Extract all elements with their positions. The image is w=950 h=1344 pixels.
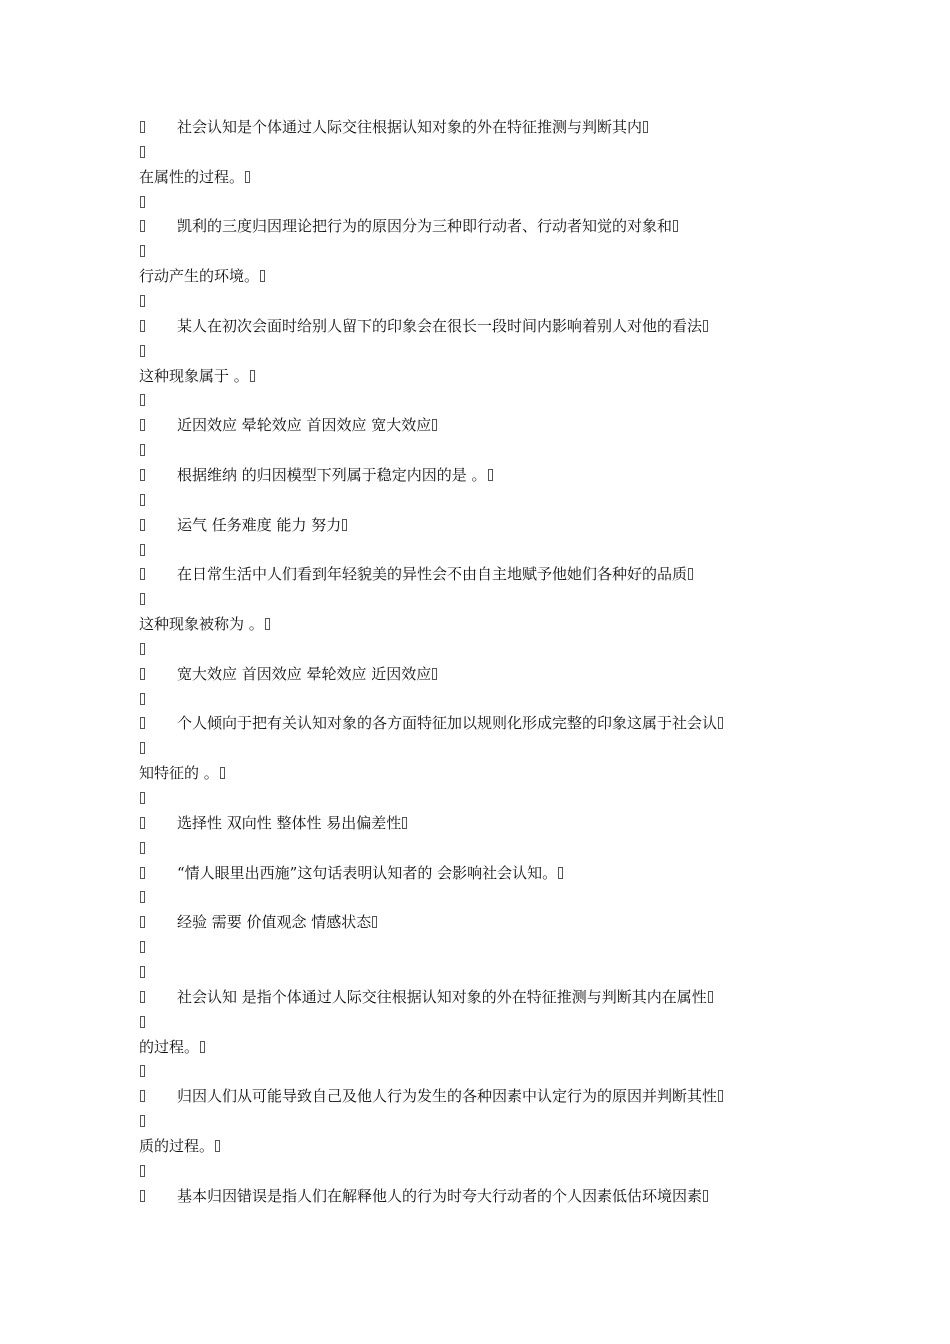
text-line	[139, 167, 859, 187]
missing-glyph-box	[140, 345, 145, 357]
text-line	[139, 713, 859, 733]
missing-glyph-box	[140, 668, 145, 680]
missing-glyph-box	[220, 767, 225, 779]
text-line	[139, 390, 859, 410]
missing-glyph-box	[140, 742, 145, 754]
text-line	[139, 515, 859, 535]
missing-glyph-box	[140, 842, 145, 854]
missing-glyph-box	[140, 1065, 145, 1077]
missing-glyph-box	[245, 171, 250, 183]
line-text: 社会认知是个体通过人际交往根据认知对象的外在特征推测与判断其内	[177, 118, 643, 136]
missing-glyph-box	[140, 1016, 145, 1028]
missing-glyph-box	[432, 668, 437, 680]
text-line	[139, 1136, 859, 1156]
line-text: 归因人们从可能导致自己及他人行为发生的各种因素中认定行为的原因并判断其性	[177, 1087, 718, 1106]
missing-glyph-box	[643, 121, 648, 133]
line-text: 基本归因错误是指人们在解释他人的行为时夸大行动者的个人因素低估环境因素	[177, 1186, 703, 1205]
missing-glyph-box	[140, 693, 145, 705]
line-text: 运气 任务难度 能力 努力	[177, 515, 342, 534]
missing-glyph-box	[708, 991, 713, 1003]
missing-glyph-box	[140, 320, 145, 332]
text-line	[139, 291, 859, 311]
line-text: 近因效应 晕轮效应 首因效应 宽大效应	[177, 416, 432, 435]
missing-glyph-box	[688, 568, 693, 580]
text-line	[139, 216, 859, 236]
missing-glyph-box	[140, 817, 145, 829]
line-text: 凯利的三度归因理论把行为的原因分为三种即行动者、行动者知觉的对象和	[177, 217, 673, 236]
text-line	[139, 788, 859, 808]
line-text: 选择性 双向性 整体性 易出偏差性	[177, 813, 402, 832]
missing-glyph-box	[140, 1190, 145, 1202]
missing-glyph-box	[250, 370, 255, 382]
missing-glyph-box	[140, 593, 145, 605]
text-line	[139, 589, 859, 609]
text-line	[139, 912, 859, 932]
line-text: 根据维纳 的归因模型下列属于稳定内因的是 。	[177, 465, 487, 484]
text-line	[139, 117, 859, 137]
missing-glyph-box	[140, 245, 145, 257]
text-line	[139, 937, 859, 957]
missing-glyph-box	[140, 196, 145, 208]
text-line	[139, 192, 859, 212]
line-text: 宽大效应 首因效应 晕轮效应 近因效应	[177, 664, 432, 683]
missing-glyph-box	[673, 220, 678, 232]
missing-glyph-box	[140, 544, 145, 556]
text-line	[139, 962, 859, 982]
text-line	[139, 1111, 859, 1131]
missing-glyph-box	[260, 270, 265, 282]
missing-glyph-box	[432, 419, 437, 431]
text-line	[139, 465, 859, 485]
text-line	[139, 614, 859, 634]
missing-glyph-box	[140, 916, 145, 928]
text-line	[139, 664, 859, 684]
missing-glyph-box	[140, 643, 145, 655]
missing-glyph-box	[372, 916, 377, 928]
missing-glyph-box	[140, 717, 145, 729]
text-line	[139, 366, 859, 386]
missing-glyph-box	[718, 717, 723, 729]
missing-glyph-box	[140, 568, 145, 580]
line-text: 在日常生活中人们看到年轻貌美的异性会不由自主地赋予他她们各种好的品质	[177, 565, 688, 584]
missing-glyph-box	[703, 320, 708, 332]
missing-glyph-box	[140, 121, 145, 133]
text-line	[139, 564, 859, 584]
line-text: 经验 需要 价值观念 情感状态	[177, 913, 372, 932]
missing-glyph-box	[140, 792, 145, 804]
line-text: 这种现象属于 。	[139, 366, 249, 385]
missing-glyph-box	[140, 444, 145, 456]
missing-glyph-box	[140, 419, 145, 431]
text-line	[139, 1061, 859, 1081]
text-line	[139, 341, 859, 361]
text-line	[139, 415, 859, 435]
missing-glyph-box	[703, 1190, 708, 1202]
missing-glyph-box	[558, 867, 563, 879]
line-text: 知特征的 。	[139, 764, 219, 783]
line-text: 行动产生的环境。	[139, 267, 260, 286]
line-text: “情人眼里出西施”这句话表明认知者的 会影响社会认知。	[177, 863, 558, 882]
line-text: 社会认知 是指个体通过人际交往根据认知对象的外在特征推测与判断其内在属性	[177, 987, 707, 1006]
text-line	[139, 266, 859, 286]
text-line	[139, 887, 859, 907]
missing-glyph-box	[140, 146, 145, 158]
text-line	[139, 490, 859, 510]
missing-glyph-box	[265, 618, 270, 630]
text-line	[139, 738, 859, 758]
text-line	[139, 540, 859, 560]
missing-glyph-box	[140, 295, 145, 307]
line-text: 某人在初次会面时给别人留下的印象会在很长一段时间内影响着别人对他的看法	[177, 316, 703, 335]
missing-glyph-box	[140, 1115, 145, 1127]
missing-glyph-box	[140, 1165, 145, 1177]
missing-glyph-box	[140, 991, 145, 1003]
missing-glyph-box	[140, 220, 145, 232]
text-line	[139, 1186, 859, 1206]
missing-glyph-box	[140, 891, 145, 903]
missing-glyph-box	[140, 1090, 145, 1102]
text-line	[139, 838, 859, 858]
missing-glyph-box	[140, 867, 145, 879]
line-text: 的过程。	[139, 1037, 200, 1056]
missing-glyph-box	[140, 394, 145, 406]
line-text: 这种现象被称为 。	[139, 615, 264, 633]
line-text: 在属性的过程。	[139, 167, 245, 186]
missing-glyph-box	[140, 494, 145, 506]
text-line	[139, 1012, 859, 1032]
text-line	[139, 639, 859, 659]
missing-glyph-box	[140, 519, 145, 531]
missing-glyph-box	[140, 966, 145, 978]
text-line	[139, 813, 859, 833]
missing-glyph-box	[342, 519, 347, 531]
text-line	[139, 241, 859, 261]
missing-glyph-box	[718, 1090, 723, 1102]
missing-glyph-box	[402, 817, 407, 829]
missing-glyph-box	[140, 469, 145, 481]
text-line	[139, 1161, 859, 1181]
text-line	[139, 440, 859, 460]
text-line	[139, 1086, 859, 1106]
text-line	[139, 689, 859, 709]
missing-glyph-box	[488, 469, 493, 481]
text-line	[139, 1037, 859, 1057]
text-line	[139, 763, 859, 783]
line-text: 质的过程。	[139, 1136, 215, 1155]
text-line	[139, 863, 859, 883]
missing-glyph-box	[215, 1140, 220, 1152]
text-line	[139, 316, 859, 336]
text-line	[139, 142, 859, 162]
missing-glyph-box	[140, 941, 145, 953]
text-line	[139, 987, 859, 1007]
missing-glyph-box	[200, 1041, 205, 1053]
line-text: 个人倾向于把有关认知对象的各方面特征加以规则化形成完整的印象这属于社会认	[177, 714, 718, 733]
